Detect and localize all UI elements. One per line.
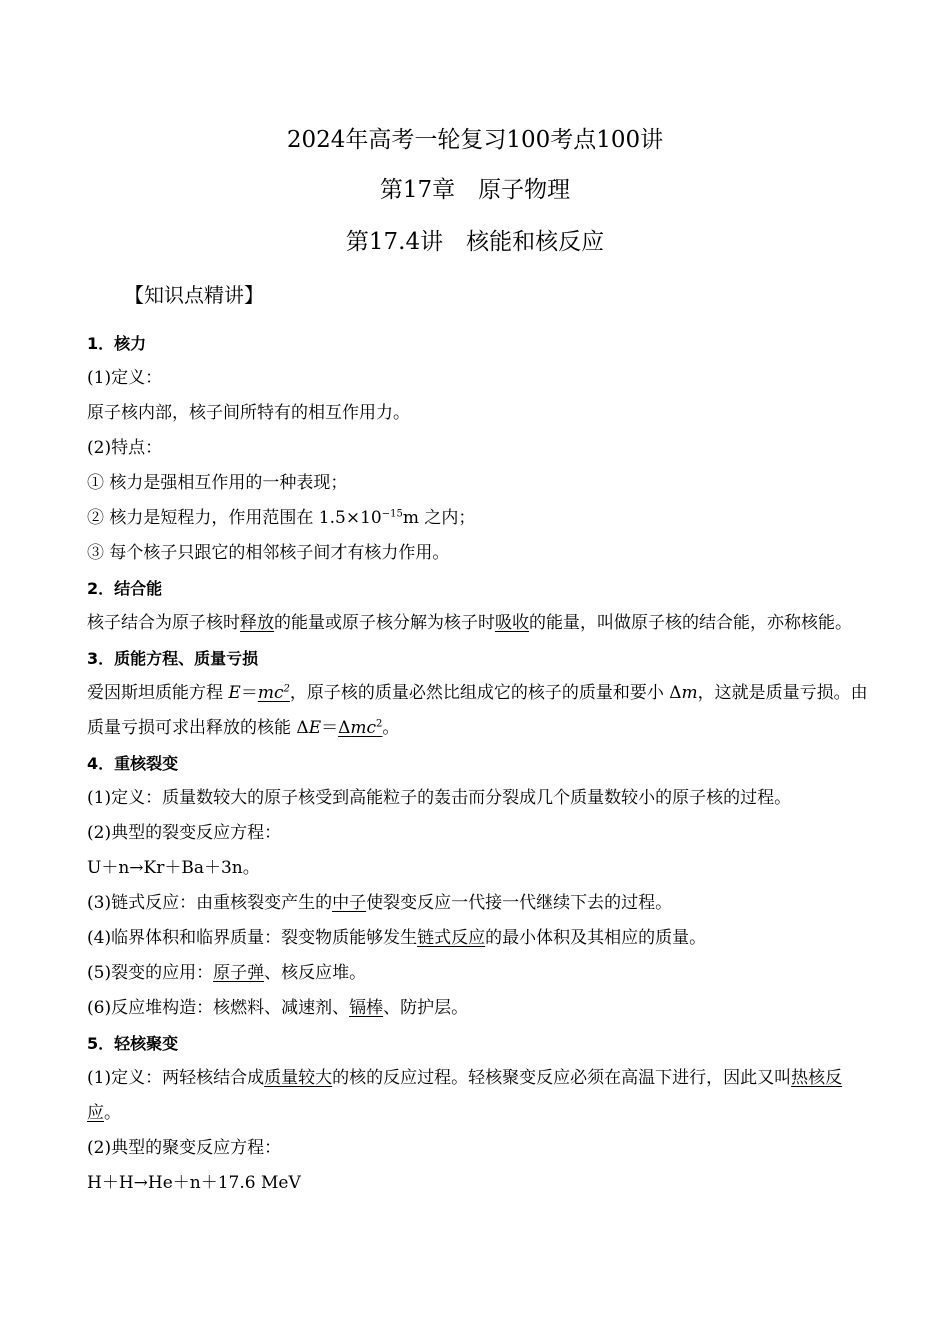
section-heading-fusion: 5．轻核聚变 (87, 1034, 179, 1053)
knowledge-section-tag: 【知识点精讲】 (124, 283, 264, 307)
text-run: 核子结合为原子核时 (87, 613, 240, 633)
symbol-mc: mc (350, 718, 377, 738)
text-run: 、核反应堆。 (264, 963, 367, 983)
exponent: 2 (376, 718, 383, 730)
chapter-title: 第17章 原子物理 (379, 177, 571, 203)
text-run: ，这就是质量亏损。由质量亏损可求出释放的核能 Δ (87, 683, 868, 738)
fission-application-text (87, 956, 872, 991)
definition-text: 原子核内部，核子间所特有的相互作用力。 (87, 403, 410, 423)
section-heading-nuclear-force: 1．核力 (87, 334, 147, 353)
critical-mass-text (87, 921, 872, 956)
text-run: (1)定义：两轻核结合成 (87, 1068, 265, 1088)
lecture-title: 第17.4讲 核能和核反应 (345, 229, 605, 255)
underlined-term: 吸收 (495, 613, 529, 633)
symbol-mc: mc (257, 683, 284, 703)
symbol-E: E (308, 718, 322, 738)
definition-label: (1)定义： (87, 368, 163, 388)
underlined-formula (338, 718, 382, 738)
feature-item: ① 核力是强相互作用的一种表现； (87, 473, 348, 493)
text-run: m 之内； (402, 508, 476, 528)
text-run: ，原子核的质量必然比组成它的核子的质量和要小 Δ (289, 683, 682, 703)
text-run: 。 (382, 718, 400, 738)
exponent: 2 (283, 683, 290, 695)
features-label: (2)特点： (87, 438, 163, 458)
fusion-definition (87, 1061, 872, 1131)
text-run: 的最小体积及其相应的质量。 (485, 928, 707, 948)
binding-energy-paragraph (87, 606, 872, 641)
section-heading-binding-energy: 2．结合能 (87, 579, 163, 598)
text-run: 爱因斯坦质能方程 (87, 683, 229, 703)
symbol-m: m (681, 683, 698, 703)
feature-item: ③ 每个核子只跟它的相邻核子间才有核力作用。 (87, 543, 450, 563)
fusion-equation: H＋H→He＋n＋17.6 MeV (87, 1173, 301, 1193)
fission-equation-label: (2)典型的裂变反应方程： (87, 823, 282, 843)
chain-reaction-text (87, 886, 872, 921)
feature-item (87, 501, 872, 536)
fusion-equation-label: (2)典型的聚变反应方程： (87, 1138, 282, 1158)
underlined-term: 热核反应 (87, 1068, 843, 1123)
delta-symbol: Δ (338, 718, 351, 738)
text-run: (4)临界体积和临界质量：裂变物质能够发生 (87, 928, 418, 948)
text-run: ② 核力是短程力，作用范围在 1.5×10 (87, 508, 382, 528)
symbol-E: E (228, 683, 241, 703)
underlined-term: 质量较大 (264, 1068, 333, 1088)
underlined-formula (258, 683, 290, 703)
fission-definition: (1)定义：质量数较大的原子核受到高能粒子的轰击而分裂成几个质量数较小的原子核的过程。 (87, 788, 792, 808)
underlined-term: 镉棒 (349, 998, 384, 1018)
reactor-structure-text (87, 991, 872, 1026)
text-run: 、防护层。 (383, 998, 469, 1018)
underlined-term: 原子弹 (213, 963, 265, 983)
section-heading-fission: 4．重核裂变 (87, 754, 179, 773)
underlined-term: 链式反应 (417, 928, 486, 948)
document-title: 2024年高考一轮复习100考点100讲 (286, 127, 664, 153)
text-run: 。 (104, 1103, 121, 1123)
document-body (87, 326, 872, 1201)
equals: ＝ (240, 683, 258, 703)
equals: ＝ (321, 718, 339, 738)
text-run: 的能量，叫做原子核的结合能，亦称核能。 (529, 613, 852, 633)
section-heading-mass-energy: 3．质能方程、质量亏损 (87, 649, 259, 668)
underlined-term: 中子 (332, 893, 367, 913)
text-run: (3)链式反应：由重核裂变产生的 (87, 893, 333, 913)
mass-energy-paragraph (87, 676, 872, 746)
text-run: (6)反应堆构造：核燃料、减速剂、 (87, 998, 350, 1018)
underlined-term: 释放 (240, 613, 274, 633)
text-run: (5)裂变的应用： (87, 963, 214, 983)
fission-equation: U＋n→Kr＋Ba＋3n。 (87, 858, 260, 878)
exponent: −15 (381, 508, 403, 520)
text-run: 的核的反应过程。轻核聚变反应必须在高温下进行，因此又叫 (332, 1068, 792, 1088)
text-run: 的能量或原子核分解为核子时 (274, 613, 495, 633)
text-run: 使裂变反应一代接一代继续下去的过程。 (366, 893, 673, 913)
